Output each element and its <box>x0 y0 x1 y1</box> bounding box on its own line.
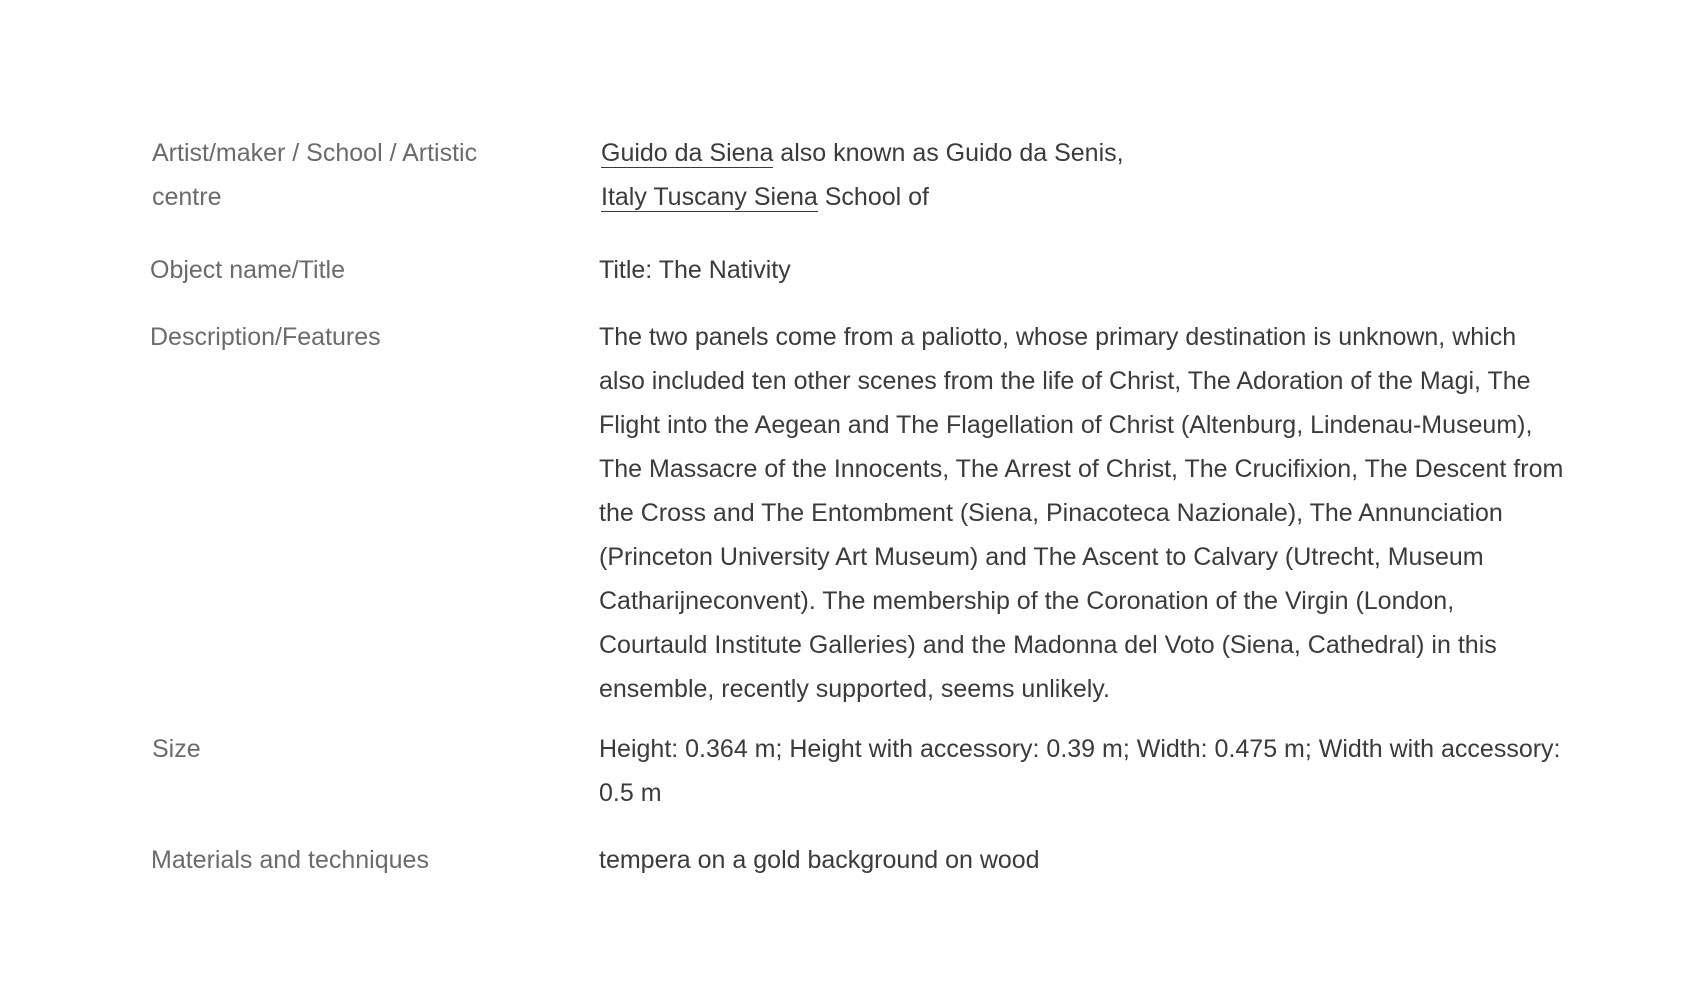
artist-label-line-2: centre <box>152 183 222 211</box>
description-line: the Cross and The Entombment (Siena, Pinacoteca Nazionale), The Annunciation <box>599 499 1503 527</box>
size-line-2: 0.5 m <box>599 779 662 807</box>
artist-alias: also known as Guido da Senis, <box>773 139 1124 167</box>
school-link[interactable]: Italy Tuscany Siena <box>601 183 818 211</box>
description-line: Catharijneconvent). The membership of the Coronation of the Virgin (London, <box>599 587 1455 615</box>
artist-label-line-1: Artist/maker / School / Artistic <box>152 139 478 167</box>
description-line: Courtauld Institute Galleries) and the Madonna del Voto (Siena, Cathedral) in this <box>599 631 1497 659</box>
title-value: Title: The Nativity <box>599 256 791 284</box>
description-line: Flight into the Aegean and The Flagellation of Christ (Altenburg, Lindenau-Museum), <box>599 411 1533 439</box>
description-line: ensemble, recently supported, seems unlikely. <box>599 675 1110 703</box>
description-line: also included ten other scenes from the life of Christ, The Adoration of the Magi, The <box>599 367 1531 395</box>
materials-value: tempera on a gold background on wood <box>599 846 1040 874</box>
artist-link[interactable]: Guido da Siena <box>601 139 774 167</box>
school-line <box>601 175 1581 219</box>
description-label: Description/Features <box>150 323 381 351</box>
size-line-1: Height: 0.364 m; Height with accessory: 0.39 m; Width: 0.475 m; Width with accessory: <box>599 735 1561 763</box>
description-line: The Massacre of the Innocents, The Arrest of Christ, The Crucifixion, The Descent from <box>599 455 1564 483</box>
artist-line <box>601 131 1581 175</box>
description-line: The two panels come from a paliotto, whose primary destination is unknown, which <box>599 323 1517 351</box>
school-suffix: School of <box>817 183 929 211</box>
description-line: (Princeton University Art Museum) and The Ascent to Calvary (Utrecht, Museum <box>599 543 1484 571</box>
artist-value <box>601 131 1581 219</box>
size-value <box>599 727 1579 815</box>
size-label: Size <box>152 735 201 763</box>
artist-label <box>152 131 522 219</box>
title-label: Object name/Title <box>150 256 345 284</box>
description-value <box>599 315 1579 711</box>
materials-label: Materials and techniques <box>151 846 429 874</box>
